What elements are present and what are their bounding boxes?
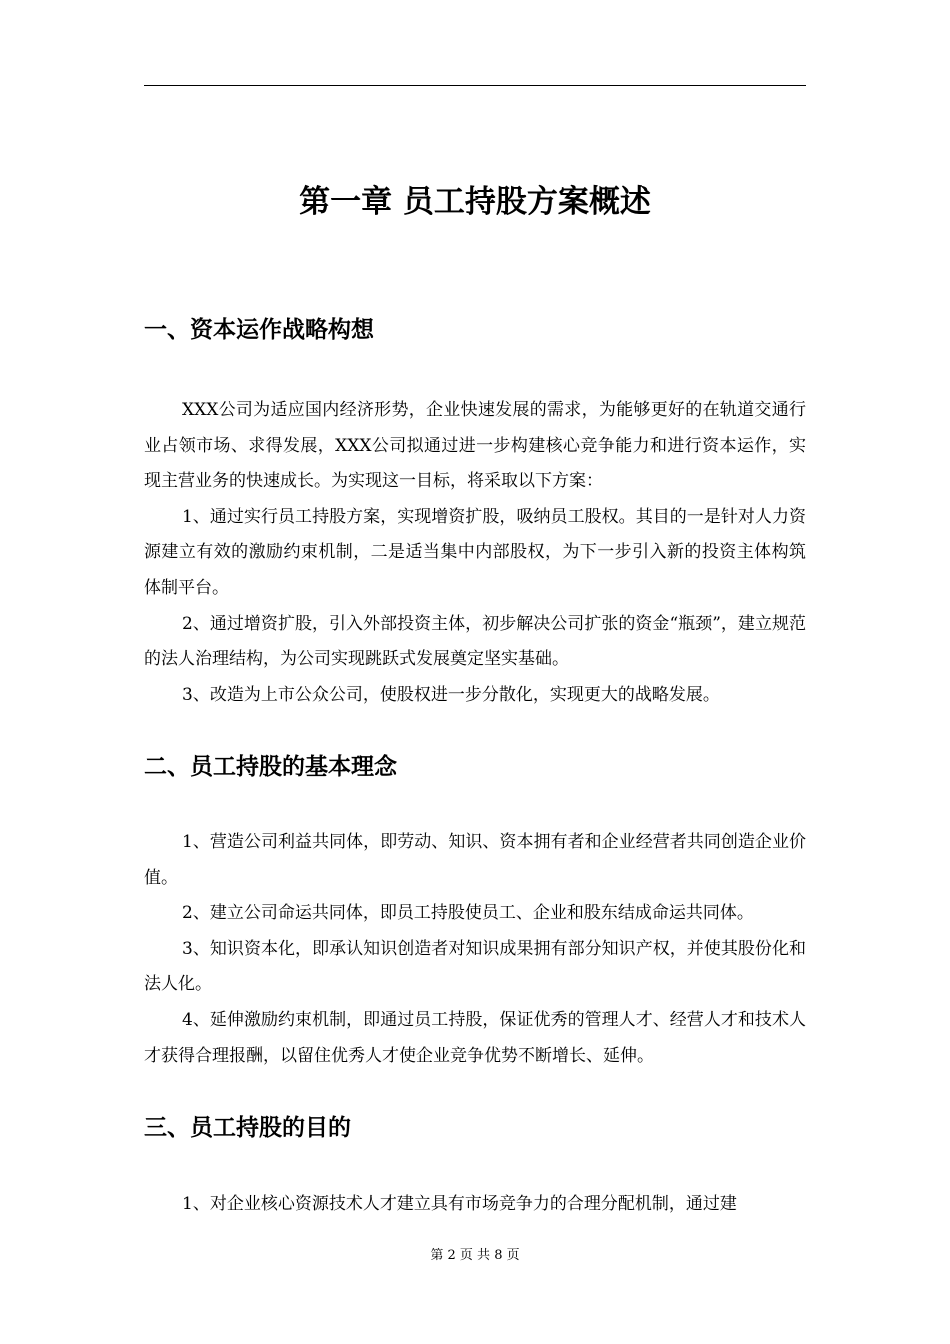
paragraph: 2、建立公司命运共同体，即员工持股使员工、企业和股东结成命运共同体。 [182, 903, 754, 924]
paragraph: 1、通过实行员工持股方案，实现增资扩股，吸纳员工股权。其目的一是针对人力资源建立有效的激励约束机制，二是适当集中内部股权，为下一步引入新的投资主体构筑体制平台。 [144, 506, 806, 598]
header-rule [144, 85, 806, 86]
paragraph: 3、知识资本化，即承认知识创造者对知识成果拥有部分知识产权，并使其股份化和法人化。 [144, 938, 806, 995]
section-heading-3: 三、员工持股的目的 [144, 1115, 351, 1141]
section-body-2 [144, 825, 806, 1074]
paragraph: 4、延伸激励约束机制，即通过员工持股，保证优秀的管理人才、经营人才和技术人才获得合理报酬，以留住优秀人才使企业竞争优势不断增长、延伸。 [144, 1009, 806, 1066]
paragraph: XXX公司为适应国内经济形势，企业快速发展的需求，为能够更好的在轨道交通行业占领市场、求得发展，XXX公司拟通过进一步构建核心竞争能力和进行资本运作，实现主营业务的快速成长。为实现这一目标，将采取以下方案： [144, 400, 806, 492]
section-heading-1: 一、资本运作战略构想 [144, 317, 374, 343]
paragraph: 1、营造公司利益共同体，即劳动、知识、资本拥有者和企业经营者共同创造企业价值。 [144, 832, 806, 888]
paragraph: 2、通过增资扩股，引入外部投资主体，初步解决公司扩张的资金“瓶颈”，建立规范的法人治理结构，为公司实现跳跃式发展奠定坚实基础。 [144, 613, 806, 670]
paragraph: 1、对企业核心资源技术人才建立具有市场竞争力的合理分配机制，通过建 [182, 1194, 737, 1214]
paragraph: 3、改造为上市公众公司，使股权进一步分散化，实现更大的战略发展。 [182, 684, 720, 705]
section-heading-2: 二、员工持股的基本理念 [144, 754, 397, 780]
chapter-title: 第一章 员工持股方案概述 [299, 184, 651, 220]
section-body-3 [144, 1187, 806, 1223]
section-body-1 [144, 393, 806, 713]
page-footer: 第 2 页 共 8 页 [430, 1248, 520, 1263]
